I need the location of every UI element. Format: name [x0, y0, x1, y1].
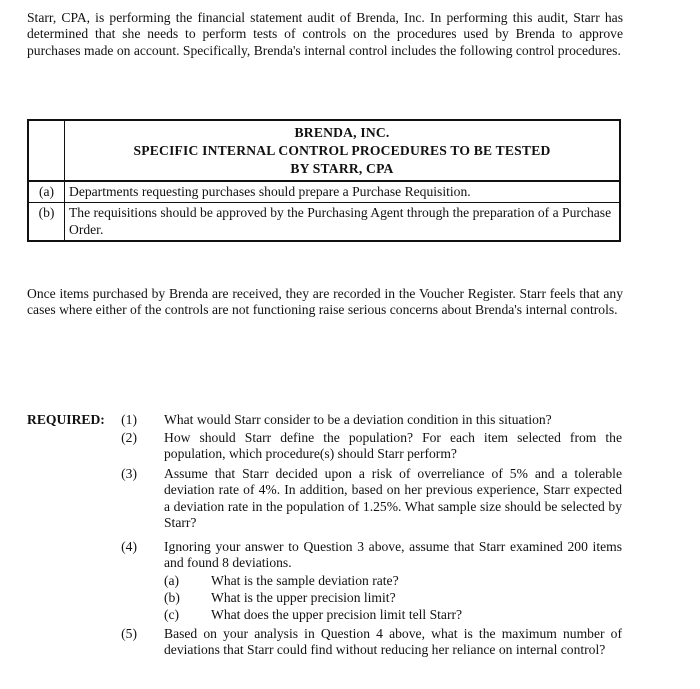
control-procedures-table: [27, 119, 621, 242]
question-text: Based on your analysis in Question 4 above, what is the maximum number of deviations that Starr could find without reducing her reliance on internal control?: [164, 626, 622, 658]
question-number: (4): [121, 539, 137, 554]
sub-question-label: (b): [164, 590, 180, 605]
row-label: (b): [29, 203, 65, 240]
question-number: (1): [121, 412, 137, 427]
table-row: [29, 202, 619, 240]
sub-question-text: What is the upper precision limit?: [211, 590, 396, 605]
sub-question-text: What is the sample deviation rate?: [211, 573, 399, 588]
table-title: [65, 121, 619, 180]
table-title-procedures: SPECIFIC INTERNAL CONTROL PROCEDURES TO BE TESTED: [133, 143, 551, 158]
row-text: The requisitions should be approved by the Purchasing Agent through the preparation of a Purchase Order.: [69, 205, 612, 237]
table-title-company: BRENDA, INC.: [294, 125, 390, 140]
voucher-paragraph: Once items purchased by Brenda are received, they are recorded in the Voucher Register. Starr feels that any cases where either of the controls are not functioning raise serious concerns about Brenda's internal controls.: [27, 286, 623, 318]
question-number: (2): [121, 430, 137, 445]
required-label: REQUIRED:: [27, 412, 105, 427]
sub-question-label: (a): [164, 573, 180, 588]
header-blank-cell: [29, 121, 65, 180]
question-number: (5): [121, 626, 137, 641]
question-number: (3): [121, 466, 137, 481]
sub-question-text: What does the upper precision limit tell Starr?: [211, 607, 463, 622]
table-header: [29, 121, 619, 182]
sub-question-label: (c): [164, 607, 180, 622]
question-text: How should Starr define the population? For each item selected from the population, which procedure(s) should Starr perform?: [164, 430, 622, 462]
question-text: What would Starr consider to be a deviation condition in this situation?: [164, 412, 552, 427]
table-title-auditor: BY STARR, CPA: [290, 161, 394, 176]
row-text: Departments requesting purchases should prepare a Purchase Requisition.: [69, 184, 471, 199]
row-label: (a): [29, 182, 65, 202]
question-text: Assume that Starr decided upon a risk of overreliance of 5% and a tolerable deviation rate of 4%. In addition, based on her previous experience, Starr expected a deviation rate in the population of 1.25%. What sample size should be selected by Starr?: [164, 466, 622, 530]
intro-paragraph: Starr, CPA, is performing the financial statement audit of Brenda, Inc. In performing this audit, Starr has determined that she needs to perform tests of controls on the procedures used by Brenda to approve purchases made on account. Specifically, Brenda's internal control includes the following control procedures.: [27, 10, 623, 58]
table-row: [29, 182, 619, 202]
question-text: Ignoring your answer to Question 3 above, assume that Starr examined 200 items and found 8 deviations.: [164, 539, 622, 571]
